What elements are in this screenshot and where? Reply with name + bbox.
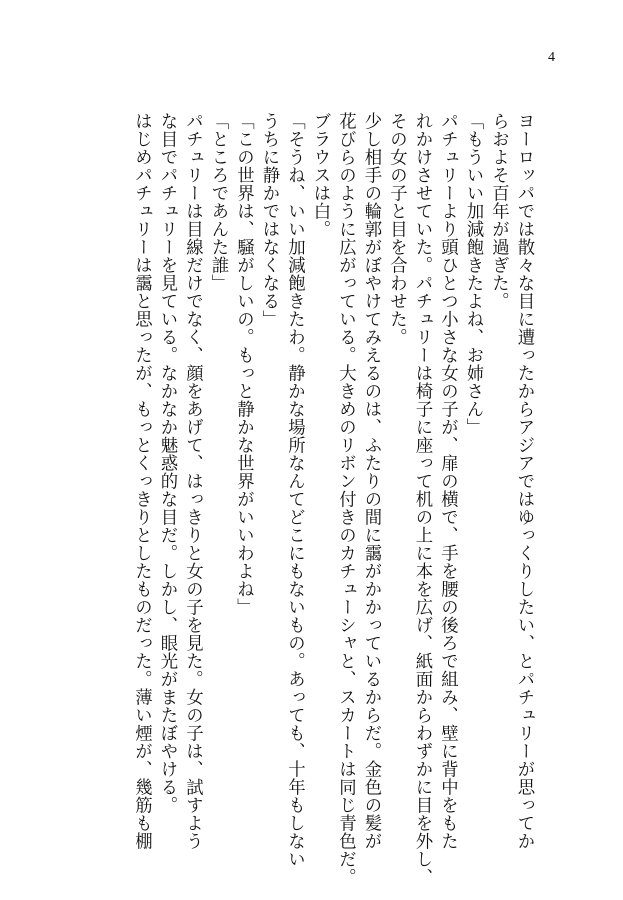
text-line: 「もういい加減飽きたよね、お姉さん」 — [463, 112, 483, 436]
text-line: パチュリーは目線だけでなく、顔をあげて、はっきりと女の子を見た。女の子は、試すよう — [182, 112, 203, 850]
text-line: 「この世界は、騒がしいの。もっと静かな世界がいいわよね」 — [233, 112, 254, 616]
text-line: ブラウスは白。 — [310, 112, 330, 238]
text-line: 少し相手の輪郭がぼやけてみえるのは、ふたりの間に靄がかかっているからだ。金色の髪が — [361, 112, 381, 850]
text-line: 花びらのように広がっている。大きめのリボン付きのカチューシャと、スカートは同じ青色だ。 — [335, 112, 356, 886]
text-line: ヨーロッパでは散々な目に遭ったからアジアではゆっくりしたい、とパチュリーが思ってか — [514, 112, 534, 850]
text-line: 「そうね、いい加減飽きたわ。静かな場所なんてどこにもないもの。あっても、十年もしない — [284, 112, 305, 868]
text-line: はじめパチュリーは靄と思ったが、もっとくっきりとしたものだった。薄い煙が、幾筋も棚 — [131, 112, 152, 850]
text-line: うちに静かではなくなる」 — [259, 112, 279, 328]
text-line: パチュリーより頭ひとつ小さな女の子が、扉の横で、手を腰の後ろで組み、壁に背中をもた — [437, 112, 458, 850]
page-number: 4 — [548, 50, 555, 65]
text-line: な目でパチュリーを見ている。なかなか魅惑的な目だ。しかし、眼光がまたぼやける。 — [157, 112, 177, 814]
vertical-text-block — [128, 112, 536, 886]
text-line: その女の子と目を合わせた。 — [386, 112, 407, 346]
text-line: らおよそ百年が過ぎた。 — [488, 112, 509, 310]
text-line: 「ところであんた誰」 — [208, 112, 228, 292]
text-line: れかけさせていた。パチュリーは椅子に座って机の上に本を広げ、紙面からわずかに目を外し、 — [412, 112, 432, 886]
